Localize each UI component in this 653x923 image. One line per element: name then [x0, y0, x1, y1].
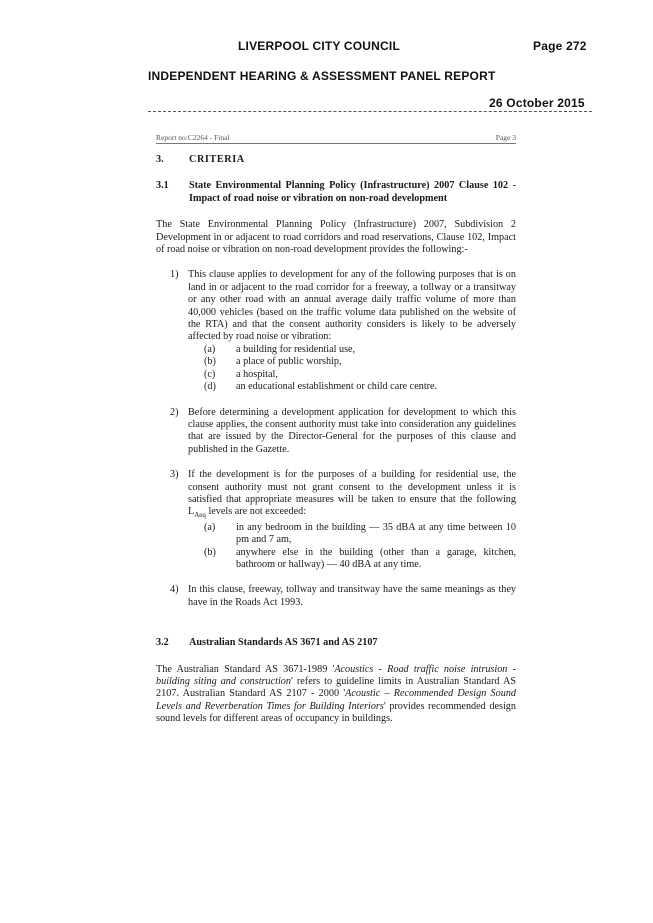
clause-text: This clause applies to development for any of the following purposes that is on land in or adjacent to the road corridor for a freeway, a tollway or a transitway or any other road with an annual average daily traffic volume of more than 40,000 vehicles (based on the traffic volume data published on the website of the RTA) and that the consent authority considers is likely to be adversely affected by road noise or vibration: — [188, 269, 516, 343]
item-label: (c) — [204, 368, 216, 380]
clause-number: 4) — [170, 584, 179, 596]
clause-item — [188, 547, 516, 572]
scan-header — [156, 133, 516, 144]
clause-4 — [156, 584, 516, 609]
clause-3 — [156, 469, 516, 571]
clause-body — [188, 269, 516, 393]
subsection-heading — [156, 637, 516, 649]
council-name: LIVERPOOL CITY COUNCIL — [238, 39, 400, 53]
subsection-title: State Environmental Planning Policy (Infrastructure) 2007 Clause 102 - Impact of road noise or vibration on non-road development — [189, 180, 516, 204]
intro-paragraph: The State Environmental Planning Policy (Infrastructure) 2007, Subdivision 2 Development in or adjacent to road corridors and road reservations, Clause 102, Impact of road noise or vibration on non-road development provides the following:- — [156, 219, 516, 256]
item-text: a place of public worship, — [236, 356, 342, 368]
item-text: a hospital, — [236, 368, 278, 380]
clause-number: 2) — [170, 406, 179, 418]
section-number: 3. — [156, 154, 164, 165]
clause-item — [188, 356, 516, 368]
clause-text: If the development is for the purposes of a building for residential use, the consent authority must not grant consent to the development unless it is satisfied that appropriate measures will be taken to ensure that the following $L_{Aeq}$ levels are not exceeded: — [188, 469, 516, 520]
subsection-number: 3.1 — [156, 180, 169, 192]
item-text: in any bedroom in the building — 35 dBA at any time between 10 pm and 7 am, — [236, 521, 516, 546]
clause-body — [188, 469, 516, 571]
item-label: (b) — [204, 546, 216, 558]
clause-1 — [156, 269, 516, 393]
subsection-number: 3.2 — [156, 637, 169, 649]
clause-number: 3) — [170, 469, 179, 481]
clause-item — [188, 369, 516, 381]
scan-report-ref: Report no:C2264 - Final — [156, 133, 230, 142]
section-heading — [156, 154, 516, 166]
clause-text: Before determining a development application for development to which this clause applies, the consent authority must take into consideration any guidelines that are issued by the Director-General for the purposes of this clause and published in the Gazette. — [188, 406, 516, 455]
standards-paragraph: The Australian Standard AS 3671-1989 'Acoustics - Road traffic noise intrusion - building siting and construction' refers to guideline limits in Australian Standard AS 2107. Australian Standard AS 2107 - 2000 'Acoustic – Recommended Design Sound Levels and Reverberation Times for Building Interiors' provides recommended design sound levels for different areas of occupancy in buildings. — [156, 663, 517, 725]
clause-text: In this clause, freeway, tollway and transitway have the same meanings as they have in the Roads Act 1993. — [188, 584, 516, 608]
item-label: (d) — [204, 381, 216, 393]
section-title: CRITERIA — [189, 154, 245, 165]
subsection-heading — [156, 180, 516, 205]
report-date: 26 October 2015 — [489, 96, 585, 110]
scanned-page — [156, 133, 516, 726]
item-text: a building for residential use, — [236, 343, 356, 355]
page-number: Page 272 — [533, 39, 587, 53]
item-text: anywhere else in the building (other than a garage, kitchen, bathroom or hallway) — 40 dBA at any time. — [236, 546, 516, 570]
subsection-title: Australian Standards AS 3671 and AS 2107 — [189, 637, 378, 649]
report-title: INDEPENDENT HEARING & ASSESSMENT PANEL REPORT — [148, 69, 496, 83]
item-label: (a) — [204, 521, 216, 533]
item-label: (b) — [204, 356, 216, 368]
header-divider — [148, 111, 592, 112]
clause-item — [188, 344, 516, 356]
clause-item — [188, 381, 516, 393]
item-label: (a) — [204, 343, 216, 355]
scan-page-ref: Page 3 — [495, 133, 516, 142]
clause-2 — [156, 407, 516, 457]
clause-number: 1) — [170, 269, 179, 281]
item-text: an educational establishment or child care centre. — [236, 381, 438, 393]
clause-item — [188, 522, 516, 547]
